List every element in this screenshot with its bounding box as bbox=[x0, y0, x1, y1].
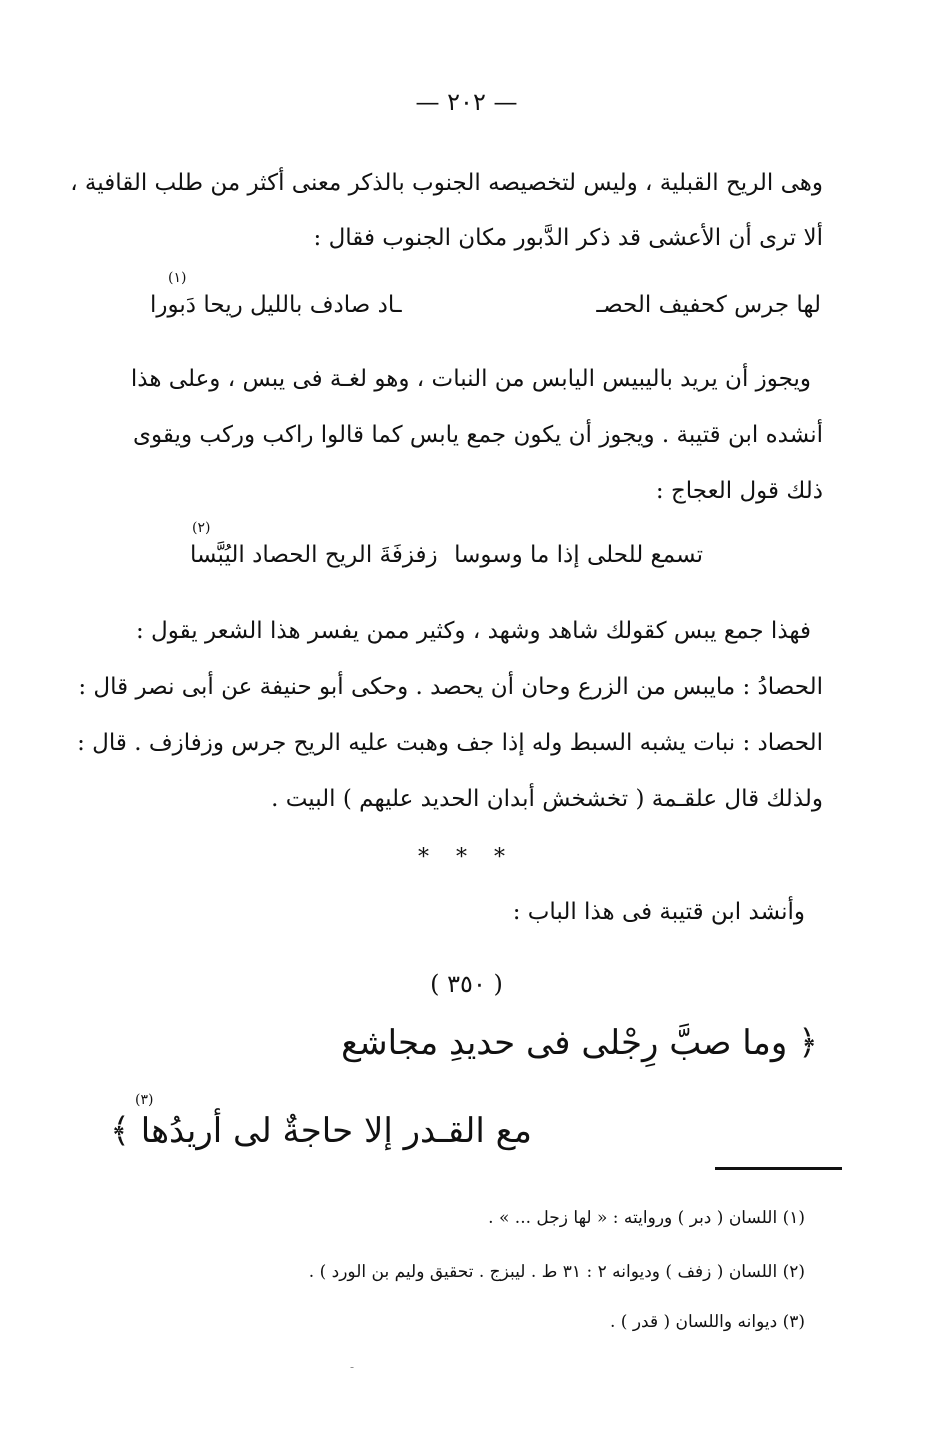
paragraph-2-line-1: ويجوز أن يريد باليبيس اليابس من النبات ، وهو لغـة فى يبس ، وعلى هذا bbox=[130, 366, 811, 392]
scan-speck: - bbox=[350, 1360, 355, 1374]
paragraph-1-line-2: ألا ترى أن الأعشى قد ذكر الدَّبور مكان الجنوب فقال : bbox=[313, 225, 823, 251]
verse-2-hemistich-1: تسمع للحلى إذا ما وسوسا bbox=[454, 542, 703, 568]
big-verse-line-1: ﴿ وما صبَّ رِجْلى فى حديدِ مجاشع bbox=[341, 1023, 818, 1063]
intro-line: وأنشد ابن قتيبة فى هذا الباب : bbox=[512, 899, 805, 925]
poem-number: ( ٣٥٠ ) bbox=[430, 970, 503, 998]
footnote-divider bbox=[715, 1167, 842, 1170]
footnote-2: (٢) اللسان ( زفف ) وديوانه ٢ : ٣١ ط . ليبزج . تحقيق وليم بن الورد ) . bbox=[308, 1262, 805, 1282]
paragraph-2-line-2: أنشده ابن قتيبة . ويجوز أن يكون جمع يابس كما قالوا راكب وركب ويقوى bbox=[133, 422, 823, 448]
paragraph-3-line-3: الحصاد : نبات يشبه السبط وله إذا جف وهبت عليه الريح جرس وزفازف . قال : bbox=[77, 730, 823, 756]
verse-2-footnote-mark: (٢) bbox=[192, 520, 211, 536]
footnote-1: (١) اللسان ( دبر ) وروايته : « لها زجل ... » . bbox=[488, 1208, 805, 1228]
big-verse-footnote-mark: (٣) bbox=[135, 1092, 154, 1108]
verse-1-hemistich-1: لها جرس كحفيف الحصـ bbox=[596, 292, 821, 318]
paragraph-3-line-4: ولذلك قال علقـمة ( تخشخش أبدان الحديد عليهم ) البيت . bbox=[271, 786, 823, 812]
paragraph-2-line-3: ذلك قول العجاج : bbox=[655, 478, 823, 504]
verse-2-hemistich-2: زفزفَةَ الريح الحصاد اليُبَّسا bbox=[190, 542, 438, 568]
big-verse-line-2: مع القـدر إلا حاجةٌ لى أريدُها ﴾ bbox=[110, 1111, 532, 1151]
paragraph-1-line-1: وهى الريح القبلية ، وليس لتخصيصه الجنوب بالذكر معنى أكثر من طلب القافية ، bbox=[70, 170, 823, 196]
section-separator: * * * bbox=[418, 845, 515, 870]
footnote-3: (٣) ديوانه واللسان ( قدر ) . bbox=[610, 1312, 805, 1332]
verse-1-footnote-mark: (١) bbox=[168, 270, 187, 286]
paragraph-3-line-2: الحصادُ : مايبس من الزرع وحان أن يحصد . وحكى أبو حنيفة عن أبى نصر قال : bbox=[78, 674, 823, 700]
verse-1-hemistich-2: ـاد صادف بالليل ريحا دَبورا bbox=[150, 292, 402, 318]
paragraph-3-line-1: فهذا جمع يبس كقولك شاهد وشهد ، وكثير ممن يفسر هذا الشعر يقول : bbox=[135, 618, 811, 644]
page-number: — ٢٠٢ — bbox=[415, 88, 518, 116]
